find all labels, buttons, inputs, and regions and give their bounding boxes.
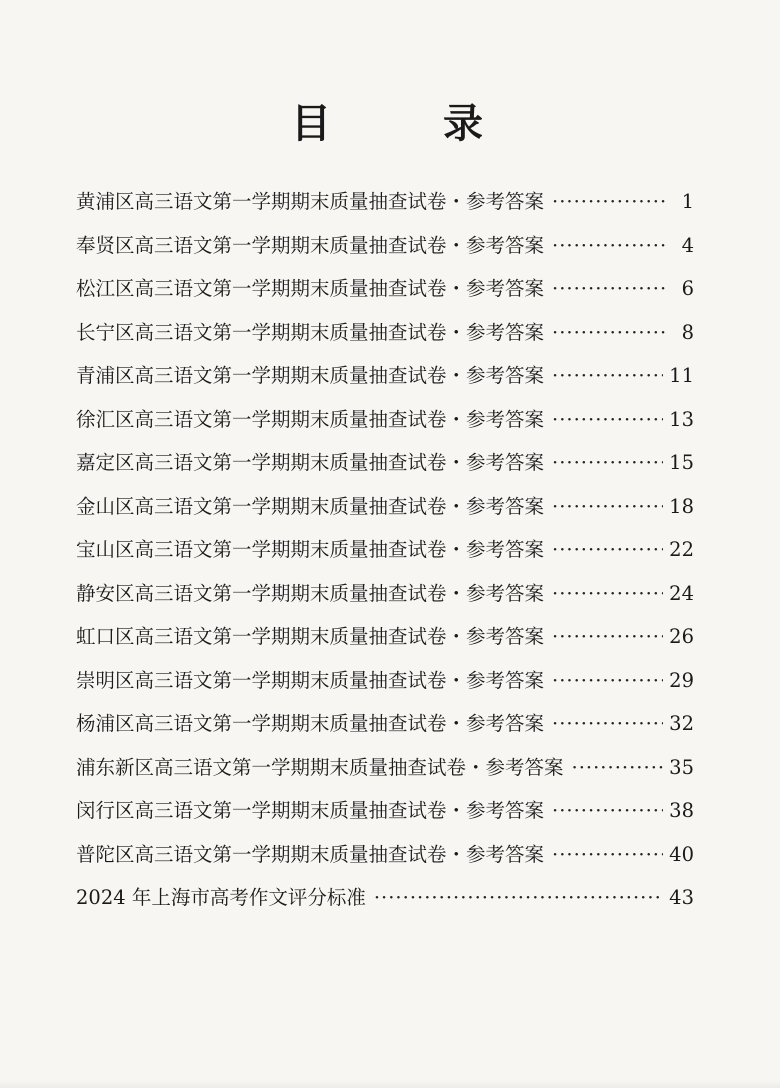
toc-entry-label: 杨浦区高三语文第一学期期末质量抽查试卷・参考答案 [76, 712, 545, 735]
toc-entry [76, 491, 694, 535]
toc-leader-dots [552, 534, 663, 566]
toc-entry [76, 404, 694, 448]
toc-entry [76, 273, 694, 317]
toc-entry-page: 13 [669, 407, 694, 431]
toc-leader-dots [374, 882, 663, 914]
toc-entry [76, 795, 694, 839]
toc-entry-label: 2024 年上海市高考作文评分标准 [76, 886, 366, 909]
toc-leader-dots [552, 404, 663, 436]
toc-entry-label: 奉贤区高三语文第一学期期末质量抽查试卷・参考答案 [76, 233, 545, 257]
toc-entry [76, 708, 694, 752]
toc-entry-label: 青浦区高三语文第一学期期末质量抽查试卷・参考答案 [76, 364, 545, 387]
toc-entry-page: 38 [669, 799, 694, 822]
toc-entry-label: 嘉定区高三语文第一学期期末质量抽查试卷・参考答案 [76, 451, 545, 474]
toc-leader-dots [552, 578, 663, 610]
page-bottom-edge [0, 1080, 780, 1088]
toc-entry [76, 186, 694, 230]
toc-leader-dots [552, 186, 666, 218]
toc-entry-label: 松江区高三语文第一学期期末质量抽查试卷・参考答案 [76, 277, 545, 300]
toc-entry-label: 浦东新区高三语文第一学期期末质量抽查试卷・参考答案 [76, 755, 564, 779]
toc-entry-page: 35 [669, 755, 694, 779]
toc-leader-dots [552, 317, 666, 349]
toc-entry-label: 宝山区高三语文第一学期期末质量抽查试卷・参考答案 [76, 538, 545, 561]
toc-entry-page: 22 [669, 538, 694, 561]
toc-entry [76, 578, 694, 622]
toc-entry-page: 11 [669, 364, 694, 387]
toc-leader-dots [552, 795, 663, 827]
toc-entry-label: 长宁区高三语文第一学期期末质量抽查试卷・参考答案 [76, 320, 545, 344]
toc-leader-dots [552, 839, 663, 871]
toc-leader-dots [552, 665, 663, 697]
toc-leader-dots [552, 491, 663, 523]
toc-entry-page: 29 [669, 668, 694, 692]
toc-leader-dots [552, 621, 663, 653]
toc-entry-label: 闵行区高三语文第一学期期末质量抽查试卷・参考答案 [76, 799, 545, 822]
toc-entry [76, 665, 694, 709]
toc-entry [76, 752, 694, 796]
toc-leader-dots [552, 447, 663, 479]
page-title: 目 录 [291, 101, 519, 147]
toc-entry-page: 40 [669, 842, 694, 866]
toc-entry-page: 43 [669, 886, 694, 909]
toc-entry-page: 18 [669, 494, 694, 518]
toc-entry [76, 230, 694, 274]
toc-entry-page: 15 [669, 451, 694, 474]
toc-leader-dots [552, 230, 666, 262]
toc-entry-page: 6 [681, 277, 694, 300]
toc-leader-dots [552, 360, 663, 392]
toc-entry-page: 26 [669, 625, 694, 648]
toc-entry [76, 534, 694, 578]
toc-entry-page: 1 [681, 190, 694, 213]
toc-entry [76, 882, 694, 926]
toc-entry-label: 黄浦区高三语文第一学期期末质量抽查试卷・参考答案 [76, 190, 545, 213]
toc-entry-label: 虹口区高三语文第一学期期末质量抽查试卷・参考答案 [76, 625, 545, 648]
toc-leader-dots [572, 752, 664, 784]
toc-entry [76, 839, 694, 883]
table-of-contents [76, 186, 694, 926]
toc-entry-page: 32 [669, 712, 694, 735]
toc-entry-label: 普陀区高三语文第一学期期末质量抽查试卷・参考答案 [76, 842, 545, 866]
toc-entry-page: 4 [681, 233, 694, 257]
toc-entry-page: 8 [681, 320, 694, 344]
toc-entry [76, 447, 694, 491]
toc-entry [76, 317, 694, 361]
toc-entry [76, 360, 694, 404]
toc-entry-label: 崇明区高三语文第一学期期末质量抽查试卷・参考答案 [76, 668, 545, 692]
toc-leader-dots [552, 708, 663, 740]
toc-entry-label: 静安区高三语文第一学期期末质量抽查试卷・参考答案 [76, 581, 545, 605]
toc-leader-dots [552, 273, 666, 305]
toc-entry-label: 徐汇区高三语文第一学期期末质量抽查试卷・参考答案 [76, 407, 545, 431]
toc-entry-page: 24 [669, 581, 694, 605]
toc-entry [76, 621, 694, 665]
toc-entry-label: 金山区高三语文第一学期期末质量抽查试卷・参考答案 [76, 494, 545, 518]
